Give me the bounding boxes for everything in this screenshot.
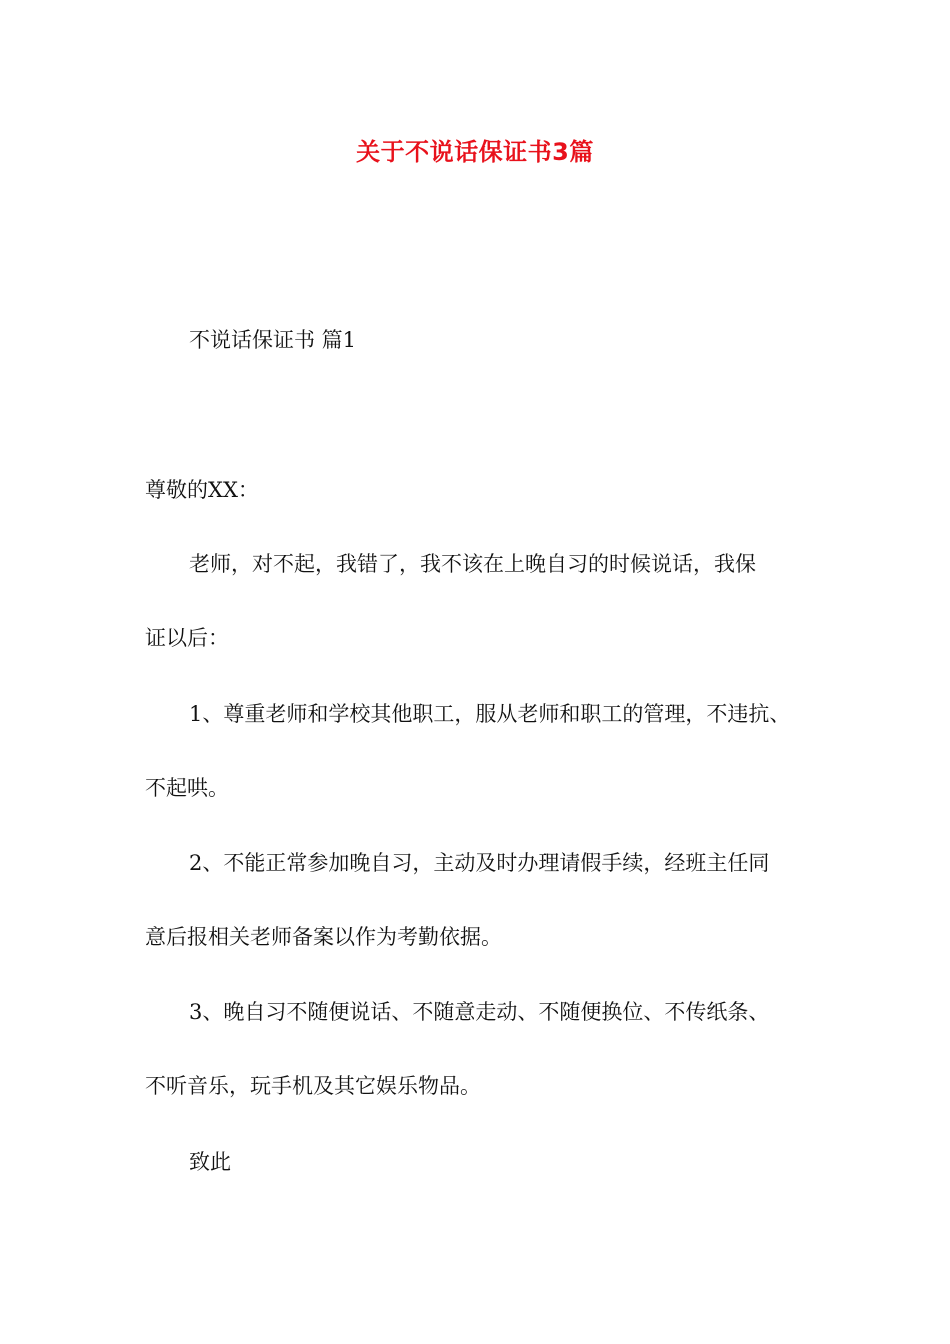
body-line: 不起哄。 xyxy=(145,776,229,800)
closing: 致此 xyxy=(189,1150,231,1174)
body-line: 1、尊重老师和学校其他职工，服从老师和职工的管理，不违抗、 xyxy=(189,702,791,726)
body-line: 意后报相关老师备案以作为考勤依据。 xyxy=(145,925,502,949)
body-line: 2、不能正常参加晚自习，主动及时办理请假手续，经班主任同 xyxy=(189,851,770,875)
section-heading: 不说话保证书 篇1 xyxy=(189,328,357,352)
greeting: 尊敬的XX： xyxy=(145,478,259,502)
body-line: 证以后： xyxy=(145,626,229,650)
body-line: 老师，对不起，我错了，我不该在上晚自习的时候说话，我保 xyxy=(189,552,756,576)
document-title: 关于不说话保证书3篇 xyxy=(356,138,594,166)
body-line: 3、晚自习不随便说话、不随意走动、不随便换位、不传纸条、 xyxy=(189,1000,770,1024)
body-line: 不听音乐，玩手机及其它娱乐物品。 xyxy=(145,1074,481,1098)
